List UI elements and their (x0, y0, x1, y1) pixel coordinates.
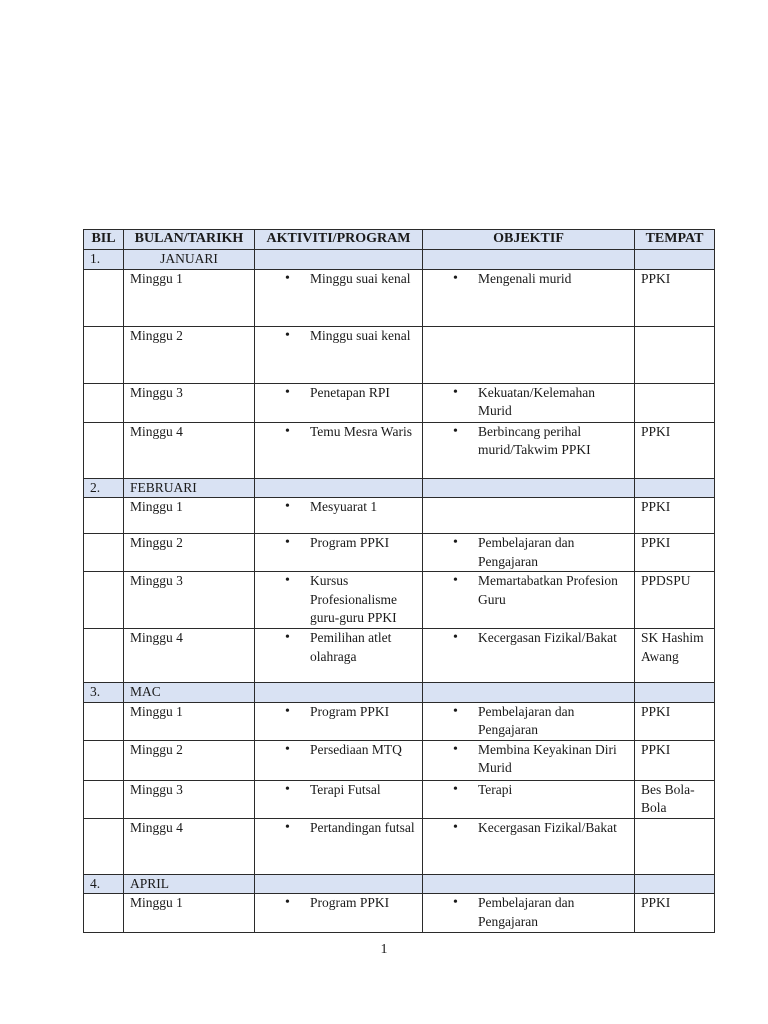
activity-item: • Program PPKI (284, 534, 416, 553)
objective-list (429, 819, 628, 838)
month-empty-cell (255, 683, 423, 703)
month-number: 2. (84, 478, 124, 498)
activity-item: • Terapi Futsal (284, 781, 416, 800)
objective-list (429, 534, 628, 571)
activity-item: • Program PPKI (284, 703, 416, 722)
month-empty-cell (255, 250, 423, 270)
objective-item: • Pembelajaran dan Pengajaran (452, 894, 628, 931)
objective-list (429, 384, 628, 421)
place-cell: PPKI (635, 894, 715, 933)
week-label: Minggu 2 (124, 326, 255, 383)
activity-item: • Mesyuarat 1 (284, 498, 416, 517)
activity-cell (255, 572, 423, 629)
week-label: Minggu 1 (124, 269, 255, 326)
place-cell (635, 326, 715, 383)
objective-cell (423, 269, 635, 326)
week-label: Minggu 2 (124, 740, 255, 780)
week-row (84, 383, 715, 422)
objective-item: • Kecergasan Fizikal/Bakat (452, 819, 628, 838)
activity-cell (255, 269, 423, 326)
objective-list (429, 781, 628, 800)
activity-plan-table (83, 229, 715, 933)
activity-list (261, 781, 416, 800)
page-number: 1 (380, 942, 388, 957)
month-empty-cell (423, 874, 635, 894)
objective-item: • Pembelajaran dan Pengajaran (452, 703, 628, 740)
activity-cell (255, 383, 423, 422)
objective-cell (423, 498, 635, 534)
month-name: FEBRUARI (124, 478, 255, 498)
objective-item: • Terapi (452, 781, 628, 800)
objective-list (429, 572, 628, 609)
objective-cell (423, 894, 635, 933)
bil-empty-cell (84, 572, 124, 629)
week-row (84, 534, 715, 572)
activity-item: • Penetapan RPI (284, 384, 416, 403)
bil-empty-cell (84, 780, 124, 818)
week-label: Minggu 1 (124, 894, 255, 933)
activity-item: • Temu Mesra Waris (284, 423, 416, 442)
month-row (84, 874, 715, 894)
week-row (84, 572, 715, 629)
week-label: Minggu 3 (124, 780, 255, 818)
week-row (84, 498, 715, 534)
objective-cell (423, 422, 635, 478)
objective-item: • Berbincang perihal murid/Takwim PPKI (452, 423, 628, 460)
activity-list (261, 423, 416, 442)
bil-empty-cell (84, 740, 124, 780)
month-empty-cell (255, 874, 423, 894)
activity-cell (255, 702, 423, 740)
bil-empty-cell (84, 326, 124, 383)
activity-cell (255, 326, 423, 383)
week-label: Minggu 2 (124, 534, 255, 572)
week-label: Minggu 3 (124, 572, 255, 629)
activity-list (261, 327, 416, 346)
objective-cell (423, 572, 635, 629)
week-row (84, 818, 715, 874)
activity-cell (255, 894, 423, 933)
header-bulan-tarikh: BULAN/TARIKH (124, 230, 255, 250)
place-cell: PPKI (635, 269, 715, 326)
objective-list (429, 703, 628, 740)
activity-cell (255, 534, 423, 572)
week-label: Minggu 1 (124, 498, 255, 534)
place-cell: PPKI (635, 534, 715, 572)
objective-cell (423, 383, 635, 422)
activity-cell (255, 780, 423, 818)
month-number: 3. (84, 683, 124, 703)
month-empty-cell (635, 250, 715, 270)
header-tempat: TEMPAT (635, 230, 715, 250)
month-row (84, 683, 715, 703)
bil-empty-cell (84, 818, 124, 874)
week-row (84, 740, 715, 780)
week-label: Minggu 4 (124, 629, 255, 683)
activity-cell (255, 740, 423, 780)
activity-cell (255, 629, 423, 683)
week-row (84, 422, 715, 478)
objective-item: • Kecergasan Fizikal/Bakat (452, 629, 628, 648)
activity-item: • Program PPKI (284, 894, 416, 913)
objective-cell (423, 702, 635, 740)
week-label: Minggu 4 (124, 818, 255, 874)
month-empty-cell (423, 250, 635, 270)
header-objektif: OBJEKTIF (423, 230, 635, 250)
objective-cell (423, 818, 635, 874)
header-aktiviti-program: AKTIVITI/PROGRAM (255, 230, 423, 250)
week-row (84, 702, 715, 740)
objective-cell (423, 780, 635, 818)
bil-empty-cell (84, 894, 124, 933)
month-name: APRIL (124, 874, 255, 894)
activity-list (261, 572, 416, 628)
place-cell: PPKI (635, 702, 715, 740)
objective-list (429, 629, 628, 648)
activity-list (261, 498, 416, 517)
bil-empty-cell (84, 269, 124, 326)
activity-list (261, 534, 416, 553)
activity-list (261, 384, 416, 403)
month-row (84, 478, 715, 498)
objective-cell (423, 326, 635, 383)
objective-cell (423, 629, 635, 683)
activity-item: • Pemilihan atlet olahraga (284, 629, 416, 666)
activity-item: • Minggu suai kenal (284, 270, 416, 289)
month-empty-cell (255, 478, 423, 498)
week-row (84, 894, 715, 933)
objective-item: • Memartabatkan Profesion Guru (452, 572, 628, 609)
objective-list (429, 894, 628, 931)
week-label: Minggu 3 (124, 383, 255, 422)
bil-empty-cell (84, 422, 124, 478)
activity-item: • Kursus Profesionalisme guru-guru PPKI (284, 572, 416, 628)
objective-cell (423, 534, 635, 572)
objective-item: • Membina Keyakinan Diri Murid (452, 741, 628, 778)
place-cell (635, 383, 715, 422)
activity-list (261, 741, 416, 760)
activity-item: • Minggu suai kenal (284, 327, 416, 346)
month-empty-cell (423, 478, 635, 498)
activity-cell (255, 818, 423, 874)
bil-empty-cell (84, 498, 124, 534)
month-name: JANUARI (124, 250, 255, 270)
month-name: MAC (124, 683, 255, 703)
month-empty-cell (635, 874, 715, 894)
week-label: Minggu 4 (124, 422, 255, 478)
bil-empty-cell (84, 534, 124, 572)
month-empty-cell (635, 478, 715, 498)
month-empty-cell (423, 683, 635, 703)
activity-cell (255, 422, 423, 478)
objective-list (429, 741, 628, 778)
bil-empty-cell (84, 629, 124, 683)
objective-item: • Kekuatan/Kelemahan Murid (452, 384, 628, 421)
place-cell: Bes Bola-Bola (635, 780, 715, 818)
place-cell: PPDSPU (635, 572, 715, 629)
week-row (84, 780, 715, 818)
month-number: 4. (84, 874, 124, 894)
objective-list (429, 270, 628, 289)
week-label: Minggu 1 (124, 702, 255, 740)
header-bil: BIL (84, 230, 124, 250)
place-cell (635, 818, 715, 874)
week-row (84, 629, 715, 683)
table-body (84, 250, 715, 933)
objective-cell (423, 740, 635, 780)
objective-item: • Pembelajaran dan Pengajaran (452, 534, 628, 571)
month-row (84, 250, 715, 270)
bil-empty-cell (84, 383, 124, 422)
place-cell: SK Hashim Awang (635, 629, 715, 683)
activity-item: • Persediaan MTQ (284, 741, 416, 760)
activity-list (261, 894, 416, 913)
activity-list (261, 270, 416, 289)
activity-list (261, 819, 416, 838)
activity-item: • Pertandingan futsal (284, 819, 416, 838)
objective-list (429, 423, 628, 460)
week-row (84, 326, 715, 383)
place-cell: PPKI (635, 422, 715, 478)
table-header (84, 230, 715, 250)
objective-item: • Mengenali murid (452, 270, 628, 289)
place-cell: PPKI (635, 740, 715, 780)
month-empty-cell (635, 683, 715, 703)
place-cell: PPKI (635, 498, 715, 534)
week-row (84, 269, 715, 326)
activity-list (261, 703, 416, 722)
activity-list (261, 629, 416, 666)
bil-empty-cell (84, 702, 124, 740)
month-number: 1. (84, 250, 124, 270)
activity-cell (255, 498, 423, 534)
